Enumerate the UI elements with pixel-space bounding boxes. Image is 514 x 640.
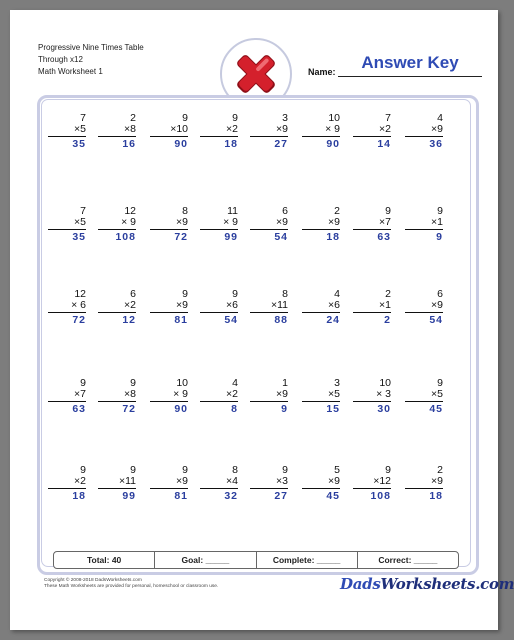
problem-rule: [48, 312, 86, 313]
problem-item: [302, 378, 340, 415]
problem-rule: [405, 312, 443, 313]
problem-rule: [353, 312, 391, 313]
problem-multiplier: × 3: [376, 388, 391, 400]
problem-answer: 18: [224, 138, 238, 150]
problem-item: [48, 113, 86, 150]
problem-multiplier: × 9: [325, 123, 340, 135]
name-line: [338, 76, 482, 77]
problem-multiplier: ×2: [74, 475, 86, 487]
problem-rule: [353, 401, 391, 402]
problem-rule: [250, 312, 288, 313]
problem-item: [48, 465, 86, 502]
problem-answer: 99: [122, 490, 136, 502]
problem-multiplier: ×9: [276, 123, 288, 135]
problem-item: [353, 206, 391, 243]
problem-item: [250, 378, 288, 415]
problem-multiplier: ×11: [270, 299, 288, 311]
problem-multiplicand: 4: [437, 112, 443, 124]
problem-answer: 35: [72, 138, 86, 150]
problem-multiplicand: 9: [182, 288, 188, 300]
problem-item: [98, 113, 136, 150]
problem-multiplier: ×9: [176, 216, 188, 228]
problem-multiplier: ×6: [226, 299, 238, 311]
problem-rule: [200, 312, 238, 313]
problem-answer: 24: [326, 314, 340, 326]
worksheet-title: [38, 42, 144, 78]
problem-item: [250, 465, 288, 502]
problem-multiplicand: 5: [334, 464, 340, 476]
problem-answer: 35: [72, 231, 86, 243]
problem-multiplier: ×5: [74, 216, 86, 228]
problem-answer: 2: [384, 314, 391, 326]
red-x-icon: [230, 48, 282, 100]
problem-item: [250, 289, 288, 326]
problem-rule: [98, 136, 136, 137]
title-line-3: Math Worksheet 1: [38, 67, 103, 76]
problem-item: [353, 465, 391, 502]
problem-item: [200, 378, 238, 415]
problem-answer: 30: [377, 403, 391, 415]
problem-multiplicand: 4: [334, 288, 340, 300]
problem-multiplicand: 2: [437, 464, 443, 476]
problem-multiplicand: 9: [437, 205, 443, 217]
problem-rule: [250, 136, 288, 137]
problem-multiplier: ×1: [431, 216, 443, 228]
problem-rule: [250, 229, 288, 230]
brand-accent: Worksheets.com: [380, 575, 514, 593]
title-line-2: Through x12: [38, 55, 83, 64]
problem-multiplicand: 11: [227, 205, 238, 217]
problem-multiplicand: 1: [282, 377, 288, 389]
name-label: Name:: [308, 67, 336, 77]
problem-item: [250, 113, 288, 150]
problem-answer: 81: [174, 490, 188, 502]
problem-multiplicand: 9: [130, 464, 136, 476]
problem-multiplicand: 9: [232, 288, 238, 300]
problem-multiplicand: 6: [282, 205, 288, 217]
usage-notice: These Math Worksheets are provided for personal, homeschool or classroom use.: [44, 584, 219, 589]
problem-answer: 72: [122, 403, 136, 415]
problem-rule: [302, 401, 340, 402]
problem-answer: 88: [274, 314, 288, 326]
problem-answer: 45: [429, 403, 443, 415]
problem-answer: 90: [174, 403, 188, 415]
problem-rule: [48, 401, 86, 402]
problem-multiplier: ×2: [226, 123, 238, 135]
problem-multiplier: ×1: [379, 299, 391, 311]
problem-answer: 72: [72, 314, 86, 326]
problem-answer: 18: [326, 231, 340, 243]
problem-multiplicand: 9: [385, 464, 391, 476]
problem-multiplier: × 9: [223, 216, 238, 228]
problem-multiplier: ×8: [124, 123, 136, 135]
problem-multiplicand: 8: [182, 205, 188, 217]
problem-answer: 32: [224, 490, 238, 502]
problem-multiplier: ×10: [170, 123, 188, 135]
problem-item: [200, 465, 238, 502]
problem-multiplicand: 9: [282, 464, 288, 476]
problem-multiplier: ×5: [74, 123, 86, 135]
problem-multiplicand: 9: [182, 464, 188, 476]
problem-rule: [98, 488, 136, 489]
answer-key-title: Answer Key: [361, 53, 459, 72]
problem-rule: [200, 136, 238, 137]
problem-rule: [405, 136, 443, 137]
problem-item: [98, 289, 136, 326]
problem-multiplicand: 7: [385, 112, 391, 124]
problem-multiplicand: 12: [124, 205, 136, 217]
problem-answer: 18: [72, 490, 86, 502]
problem-multiplicand: 4: [232, 377, 238, 389]
total-field: Total: 40: [54, 552, 155, 568]
problem-multiplicand: 9: [385, 205, 391, 217]
problem-answer: 54: [274, 231, 288, 243]
problem-multiplier: ×9: [431, 475, 443, 487]
problem-answer: 16: [122, 138, 136, 150]
copyright-text: Copyright © 2008-2018 DadsWorksheets.com: [44, 578, 142, 583]
problem-item: [405, 378, 443, 415]
problem-item: [98, 465, 136, 502]
complete-field[interactable]: Complete: _____: [257, 552, 358, 568]
brand-main: Dads: [340, 575, 381, 593]
problem-rule: [150, 401, 188, 402]
problem-item: [200, 113, 238, 150]
problem-item: [302, 289, 340, 326]
problem-answer: 54: [224, 314, 238, 326]
brand-logo: [340, 575, 514, 593]
problem-item: [48, 289, 86, 326]
problem-rule: [200, 229, 238, 230]
problem-item: [353, 289, 391, 326]
correct-field[interactable]: Correct: _____: [378, 555, 438, 565]
problem-multiplicand: 8: [232, 464, 238, 476]
problem-multiplicand: 2: [130, 112, 136, 124]
problem-answer: 108: [370, 490, 391, 502]
problem-answer: 18: [429, 490, 443, 502]
problem-multiplicand: 7: [80, 205, 86, 217]
problem-multiplicand: 3: [334, 377, 340, 389]
problem-multiplicand: 9: [437, 377, 443, 389]
problem-multiplicand: 9: [130, 377, 136, 389]
problem-rule: [48, 488, 86, 489]
problem-multiplicand: 9: [80, 464, 86, 476]
problem-answer: 81: [174, 314, 188, 326]
problem-item: [302, 206, 340, 243]
problem-answer: 63: [377, 231, 391, 243]
problem-multiplicand: 6: [130, 288, 136, 300]
problem-rule: [302, 312, 340, 313]
problem-rule: [302, 488, 340, 489]
problem-answer: 36: [429, 138, 443, 150]
problem-item: [150, 465, 188, 502]
problem-item: [302, 113, 340, 150]
problem-rule: [200, 401, 238, 402]
problem-multiplier: ×2: [124, 299, 136, 311]
problem-item: [250, 206, 288, 243]
problem-multiplier: ×5: [328, 388, 340, 400]
problem-item: [405, 465, 443, 502]
problem-multiplicand: 10: [328, 112, 340, 124]
problem-answer: 72: [174, 231, 188, 243]
problem-rule: [200, 488, 238, 489]
problem-multiplicand: 9: [80, 377, 86, 389]
problem-multiplier: ×8: [124, 388, 136, 400]
problem-rule: [405, 401, 443, 402]
problem-rule: [150, 312, 188, 313]
problem-item: [150, 113, 188, 150]
problem-answer: 99: [224, 231, 238, 243]
problem-answer: 54: [429, 314, 443, 326]
problem-rule: [98, 229, 136, 230]
problem-answer: 108: [115, 231, 136, 243]
problem-item: [302, 465, 340, 502]
problem-multiplier: ×9: [328, 475, 340, 487]
problem-rule: [353, 229, 391, 230]
problem-multiplier: × 6: [71, 299, 86, 311]
problem-multiplier: ×3: [276, 475, 288, 487]
problem-rule: [353, 136, 391, 137]
problem-item: [48, 378, 86, 415]
title-line-1: Progressive Nine Times Table: [38, 43, 144, 52]
problem-rule: [150, 229, 188, 230]
score-bar: [53, 551, 459, 569]
problem-multiplicand: 2: [334, 205, 340, 217]
problem-rule: [48, 136, 86, 137]
problem-rule: [250, 488, 288, 489]
problem-multiplicand: 12: [74, 288, 86, 300]
problem-multiplier: ×9: [431, 299, 443, 311]
problem-answer: 27: [274, 490, 288, 502]
problem-item: [200, 289, 238, 326]
worksheet-page: [10, 10, 514, 630]
problem-multiplier: ×9: [276, 388, 288, 400]
problem-answer: 14: [377, 138, 391, 150]
problem-multiplier: ×9: [328, 216, 340, 228]
problem-answer: 27: [274, 138, 288, 150]
problem-multiplier: ×7: [74, 388, 86, 400]
problem-multiplicand: 3: [282, 112, 288, 124]
problem-item: [353, 378, 391, 415]
problem-multiplier: ×2: [379, 123, 391, 135]
problem-item: [150, 378, 188, 415]
problem-item: [150, 206, 188, 243]
problem-multiplicand: 2: [385, 288, 391, 300]
problem-multiplier: ×5: [431, 388, 443, 400]
problem-multiplicand: 6: [437, 288, 443, 300]
problem-answer: 9: [436, 231, 443, 243]
problem-item: [98, 378, 136, 415]
problem-answer: 45: [326, 490, 340, 502]
problem-multiplier: ×9: [176, 299, 188, 311]
problem-rule: [98, 312, 136, 313]
problem-item: [200, 206, 238, 243]
problem-multiplicand: 9: [182, 112, 188, 124]
problem-answer: 90: [326, 138, 340, 150]
problem-multiplier: ×2: [226, 388, 238, 400]
problem-item: [48, 206, 86, 243]
problem-multiplicand: 10: [176, 377, 188, 389]
problem-multiplicand: 7: [80, 112, 86, 124]
problem-rule: [150, 488, 188, 489]
problem-rule: [48, 229, 86, 230]
problem-multiplicand: 10: [379, 377, 391, 389]
problem-multiplicand: 8: [282, 288, 288, 300]
problem-item: [98, 206, 136, 243]
problem-rule: [98, 401, 136, 402]
problem-multiplier: × 9: [173, 388, 188, 400]
problem-rule: [302, 229, 340, 230]
goal-field[interactable]: Goal: _____: [155, 552, 256, 568]
problem-multiplier: ×4: [226, 475, 238, 487]
problem-rule: [302, 136, 340, 137]
problem-item: [405, 113, 443, 150]
problem-rule: [250, 401, 288, 402]
problem-rule: [353, 488, 391, 489]
problem-multiplier: ×9: [431, 123, 443, 135]
problem-rule: [150, 136, 188, 137]
problem-answer: 9: [281, 403, 288, 415]
problem-multiplier: ×9: [276, 216, 288, 228]
problem-item: [150, 289, 188, 326]
problem-item: [405, 206, 443, 243]
problem-multiplier: ×9: [176, 475, 188, 487]
problem-answer: 63: [72, 403, 86, 415]
problem-multiplier: ×12: [373, 475, 391, 487]
problem-item: [405, 289, 443, 326]
problem-multiplier: ×7: [379, 216, 391, 228]
problem-multiplier: ×6: [328, 299, 340, 311]
problem-answer: 12: [122, 314, 136, 326]
problem-answer: 15: [326, 403, 340, 415]
problem-answer: 90: [174, 138, 188, 150]
problem-multiplicand: 9: [232, 112, 238, 124]
problem-answer: 8: [231, 403, 238, 415]
problem-multiplier: ×11: [118, 475, 136, 487]
problem-multiplier: × 9: [121, 216, 136, 228]
problem-rule: [405, 488, 443, 489]
problem-item: [353, 113, 391, 150]
footer-copyright: [44, 578, 218, 590]
problem-rule: [405, 229, 443, 230]
